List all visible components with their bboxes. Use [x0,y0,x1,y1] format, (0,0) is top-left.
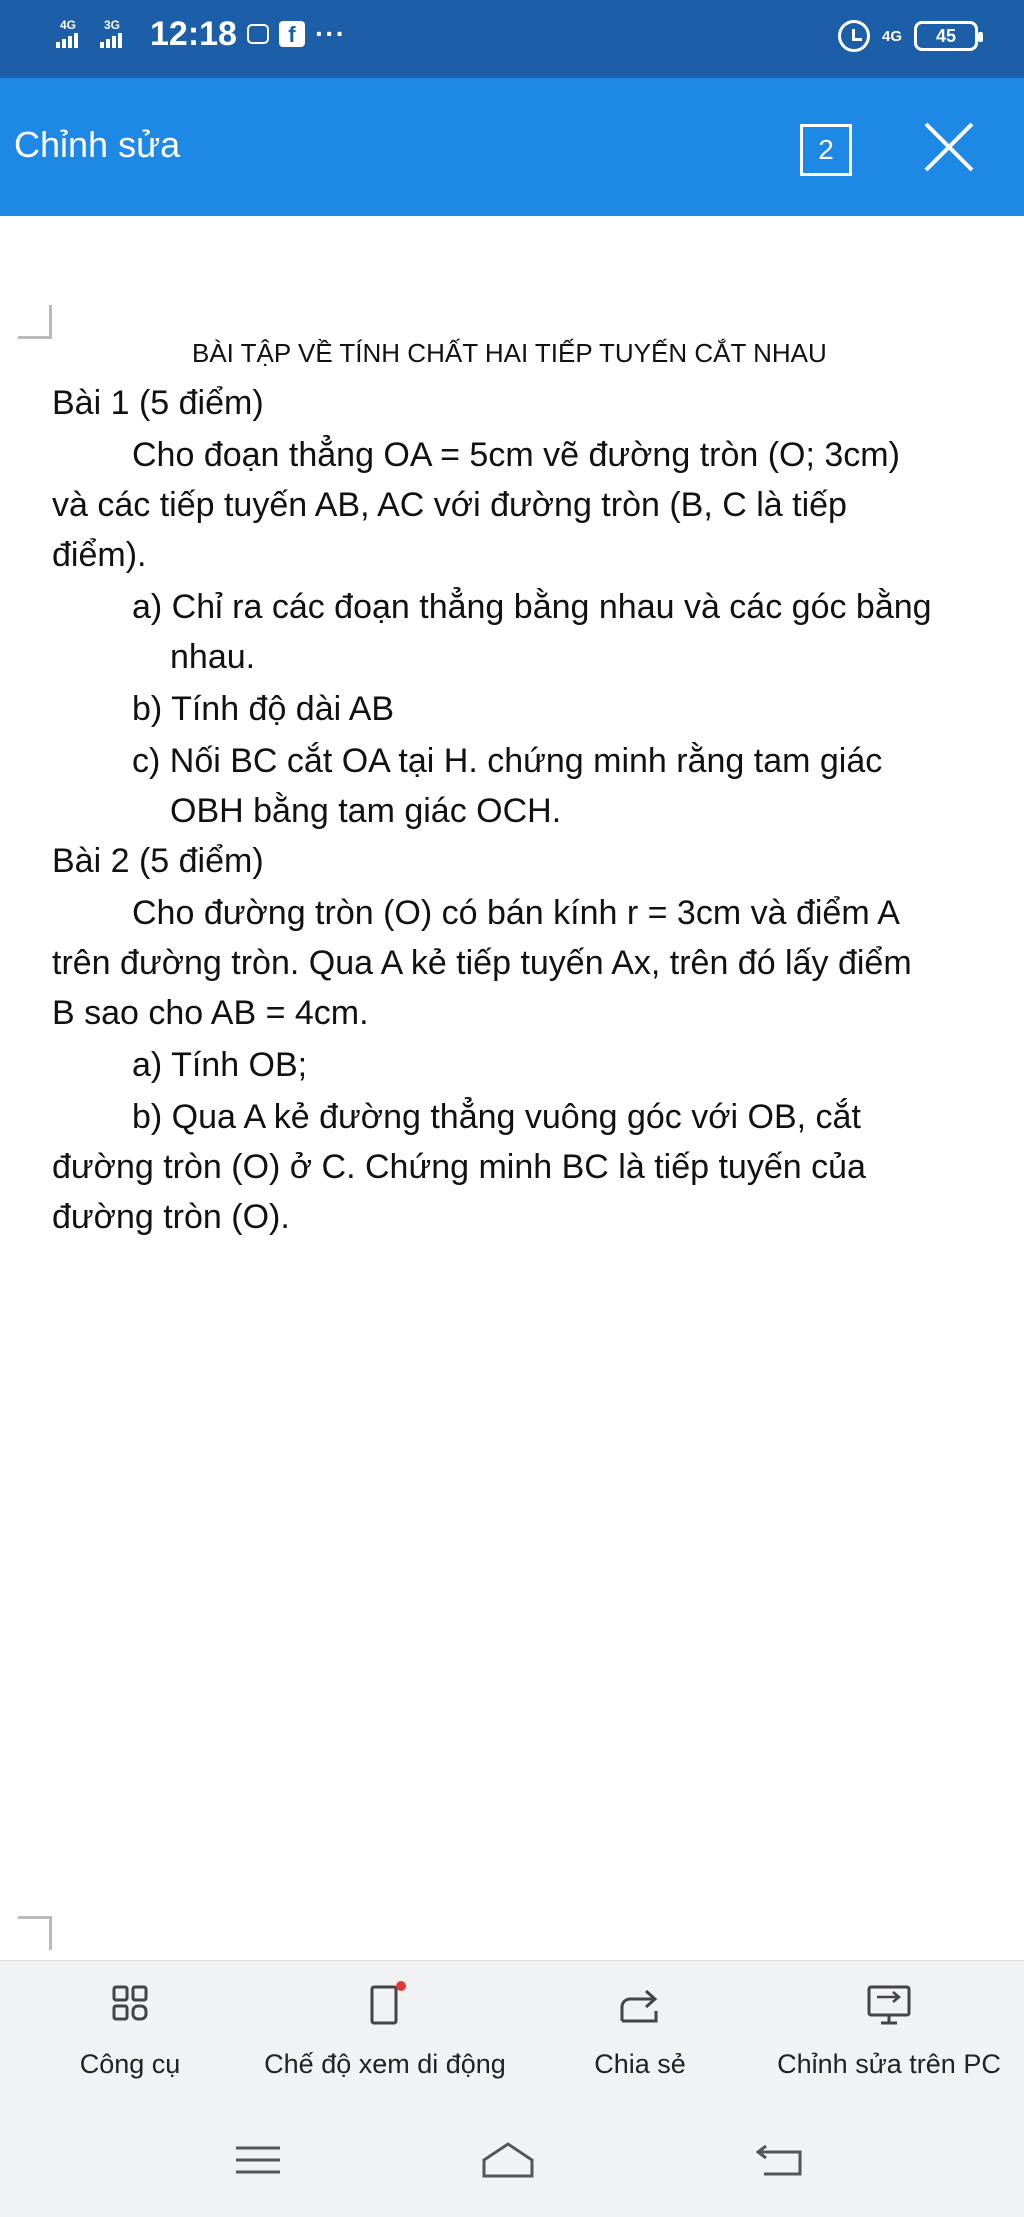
mobile-view-label: Chế độ xem di động [264,2049,506,2079]
page-title: Chỉnh sửa [14,124,181,165]
bottom-toolbar [0,1960,1024,2106]
text-line: c) Nối BC cắt OA tại H. chứng minh rằng tam giác [132,742,883,780]
home-icon[interactable] [478,2136,538,2184]
app-bar [0,78,1024,216]
text-line: đường tròn (O) ở C. Chứng minh BC là tiếp tuyến của [52,1148,866,1186]
system-nav-bar [0,2106,1024,2217]
text-line: trên đường tròn. Qua A kẻ tiếp tuyến Ax, trên đó lấy điểm [52,944,912,982]
more-notifications-icon: ··· [314,18,346,49]
tools-label: Công cụ [79,2049,181,2079]
exercise-heading: Bài 1 (5 điểm) [52,384,264,422]
mobile-view-button[interactable] [240,1961,530,2107]
text-line: đường tròn (O). [52,1198,290,1236]
share-button[interactable] [560,1961,720,2107]
text-line: và các tiếp tuyến AB, AC với đường tròn (B, C là tiếp [52,486,847,524]
text-line: nhau. [170,638,256,676]
grid-icon [100,1977,160,2037]
page-count-button[interactable]: 2 [800,124,852,176]
share-icon [610,1977,670,2037]
network-type: 4G [881,27,902,45]
text-line: b) Tính độ dài AB [132,690,395,728]
network-type: 4G [60,18,77,32]
facebook-icon: f [279,21,305,47]
text-line: Cho đường tròn (O) có bán kính r = 3cm và điểm A [132,894,900,932]
menu-icon[interactable] [228,2136,288,2184]
battery-icon: 45 [914,21,978,51]
document-title: BÀI TẬP VỀ TÍNH CHẤT HAI TIẾP TUYẾN CẮT NHAU [192,338,827,368]
exercise-heading: Bài 2 (5 điểm) [52,842,264,880]
back-icon[interactable] [750,2136,810,2184]
text-line: B sao cho AB = 4cm. [52,994,369,1032]
network-type: 3G [104,18,121,32]
signal-icon [100,14,134,54]
status-bar [0,0,1024,78]
status-time: 12:18 [150,14,237,53]
text-line: b) Qua A kẻ đường thẳng vuông góc với OB, cắt [132,1098,861,1136]
tools-button[interactable] [40,1961,220,2107]
notification-icon [247,24,269,44]
text-line: a) Tính OB; [132,1046,308,1084]
mobile-view-icon [355,1977,415,2037]
edit-on-pc-button[interactable] [754,1961,1024,2107]
text-line: a) Chỉ ra các đoạn thẳng bằng nhau và các góc bằng [132,588,932,626]
share-label: Chia sẻ [594,2049,686,2079]
alarm-icon [838,20,870,52]
signal-icon [56,14,90,54]
text-line: điểm). [52,536,147,574]
close-icon[interactable] [920,118,978,176]
edit-on-pc-label: Chỉnh sửa trên PC [777,2049,1001,2079]
desktop-icon [859,1977,919,2037]
text-line: Cho đoạn thẳng OA = 5cm vẽ đường tròn (O; 3cm) [132,436,900,474]
text-line: OBH bằng tam giác OCH. [170,792,562,830]
page-corner-mark [18,1916,52,1950]
page-corner-mark [18,305,52,339]
